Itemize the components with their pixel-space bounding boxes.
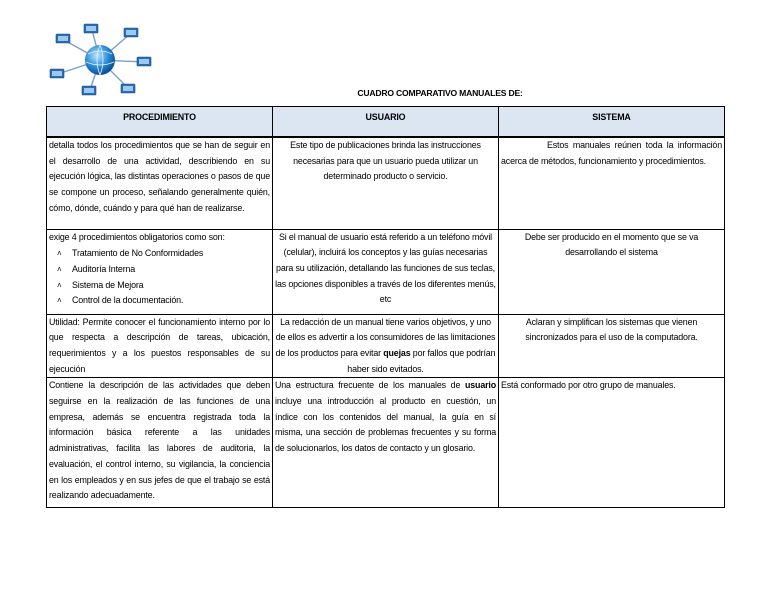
network-globe-icon	[44, 22, 156, 98]
list-item	[57, 262, 270, 278]
cell-sistema	[499, 137, 725, 229]
cell-text: La redacción de un manual tiene varios objetivos, y uno de ellos es advertir a los consumidores de las limitaciones de los productos para evitar	[275, 316, 496, 358]
comparison-table	[46, 106, 725, 508]
cell-procedimiento: Utilidad: Permite conocer el funcionamiento interno por lo que respecta a descripción de tareas, ubicación, requerimientos y a los puestos responsables de su ejecución	[47, 314, 273, 378]
header-sistema: SISTEMA	[499, 107, 725, 138]
cell-text: por fallos que podrían haber sido evitados.	[347, 347, 496, 374]
cell-usuario: Este tipo de publicaciones brinda las instrucciones necesarias para que un usuario pueda utilizar un determinado producto o servicio.	[273, 137, 499, 229]
list-item	[57, 293, 270, 309]
cell-usuario	[273, 314, 499, 378]
page-title: CUADRO COMPARATIVO MANUALES DE:	[357, 88, 523, 98]
cell-text: Una estructura frecuente de los manuales de	[275, 380, 465, 391]
table-header-row	[47, 107, 725, 138]
list-item-label: Tratamiento de No Conformidades	[72, 248, 204, 259]
arrow-up-bullet-icon: ˄	[57, 264, 62, 274]
cell-usuario	[273, 378, 499, 508]
table-row	[47, 229, 725, 314]
cell-sistema: Aclaran y simplifican los sistemas que vienen sincronizados para el uso de la computadora.	[499, 314, 725, 378]
arrow-up-bullet-icon: ˄	[57, 249, 62, 259]
procedures-list	[49, 246, 270, 309]
cell-sistema: Está conformado por otro grupo de manuales.	[499, 378, 725, 508]
arrow-up-bullet-icon: ˄	[57, 280, 62, 290]
cell-usuario: Si el manual de usuario está referido a un teléfono móvil (celular), incluirá los conceptos y las guías necesarias para su utilización, detallando las funciones de sus teclas, las opciones disponibles a través de los diferentes menús, etc	[273, 229, 499, 314]
list-item	[57, 278, 270, 294]
table-row	[47, 137, 725, 229]
list-item	[57, 246, 270, 262]
header-usuario: USUARIO	[273, 107, 499, 138]
cell-sistema: Debe ser producido en el momento que se va desarrollando el sistema	[499, 229, 725, 314]
cell-procedimiento	[47, 229, 273, 314]
bold-keyword: quejas	[383, 347, 411, 358]
procedures-intro: exige 4 procedimientos obligatorios como son:	[49, 231, 225, 242]
cell-text: incluye una introducción al producto en cuestión, un índice con los contenidos del manual, la guía en sí misma, una sección de problemas frecuentes y su forma de solucionarlos, los datos de contacto y un glosario.	[275, 396, 496, 454]
list-item-label: Auditoría Interna	[72, 263, 136, 274]
cell-procedimiento: detalla todos los procedimientos que se han de seguir en el desarrollo de una actividad, describiendo en su ejecución lógica, las distintas operaciones o pasos de que se compone un proceso, señalando generalmente quién, cómo, dónde, cuándo y para qué han de realizarse.	[47, 137, 273, 229]
cell-procedimiento: Contiene la descripción de las actividades que deben seguirse en la realización de las funciones de una empresa, además se encuentra registrada toda la información básica referente a las unidades administrativas, facilita las labores de auditoria, la evaluación, el control interno, su vigilancia, la conciencia en los empleados y en sus jefes de que el trabajo se está realizando adecuadamente.	[47, 378, 273, 508]
arrow-up-bullet-icon: ˄	[57, 296, 62, 306]
list-item-label: Control de la documentación.	[72, 295, 184, 306]
table-row	[47, 314, 725, 378]
table-row	[47, 378, 725, 508]
cell-sistema-text: Estos manuales reúnen toda la información acerca de métodos, funcionamiento y procedimientos.	[501, 140, 722, 166]
list-item-label: Sistema de Mejora	[72, 279, 144, 290]
bold-keyword: usuario	[464, 380, 496, 391]
header-procedimiento: PROCEDIMIENTO	[47, 107, 273, 138]
